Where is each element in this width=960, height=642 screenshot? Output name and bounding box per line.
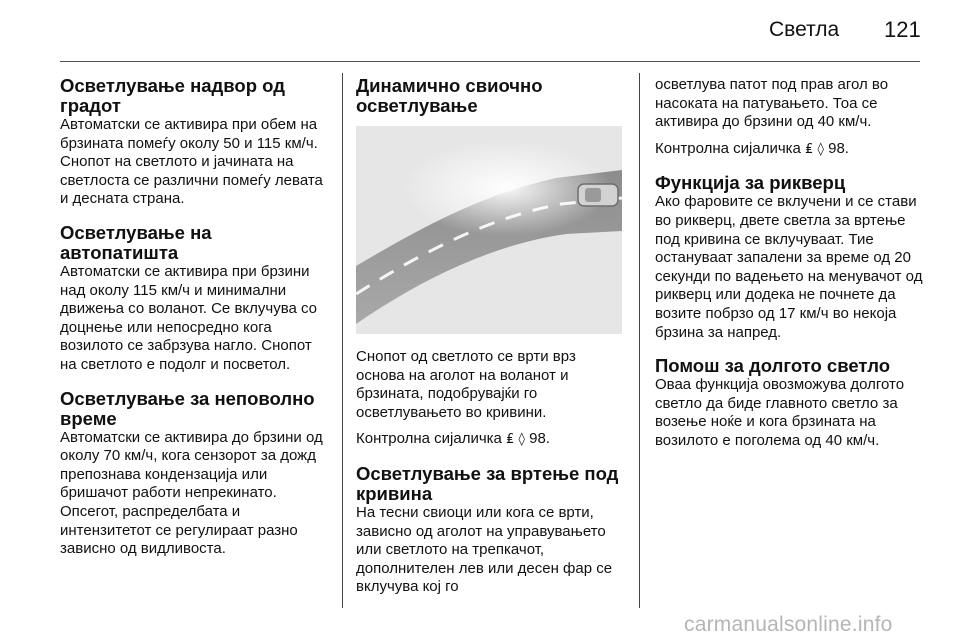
section-body: Автоматски се активира при обем на брзината помеѓу околу 50 и 115 км/ч. Снопот на светлото и јачината на светлоста се различни помеѓу левата и десната страна.: [60, 116, 323, 208]
reference-page-link[interactable]: 98.: [529, 430, 550, 448]
section-dynamic-curve-light: [356, 76, 624, 450]
section-heading: Динамично свиочно осветлување: [356, 75, 543, 116]
header-title: Светла: [769, 18, 840, 41]
section-cornering-light-cont: [655, 76, 930, 159]
section-body: Автоматски се активира при брзини над околу 115 км/ч и минимални движења со воланот. Се вклучува со доцнење или непосредно кога возилото се забрзува нагло. Снопот на светлото е подолг и посветол.: [60, 262, 318, 373]
section-body: На тесни свиоци или кога се врти, зависно од аголот на управувањето или светлото на трепкачот, дополнителен лев или десен фар се вклучува кој го: [356, 503, 613, 596]
page-number: 121: [884, 17, 921, 42]
section-adverse-weather-lighting: [60, 389, 330, 559]
section-heading: Помош за долгото светло: [655, 355, 891, 377]
section-body: Оваа функција овозможува долгото светло да биде главното светло за возење ноќе и кога брзината на возилото е поголема од 40 км/ч.: [655, 376, 905, 449]
section-reverse-function: [655, 173, 930, 342]
column-divider-2: [639, 73, 640, 608]
header-divider: [60, 61, 920, 62]
section-high-beam-assist: [655, 356, 930, 450]
car-icon: [578, 184, 618, 206]
section-body: Автоматски се активира до брзини од околу 70 км/ч, кога сензорот за дожд препознава кондензација или бришачот работи непрекинато. Опсегот, распределбата и интензитетот се регулираат разно зависно од видливоста.: [60, 428, 323, 558]
column-2: [356, 76, 624, 597]
control-indicator-icon: ₤: [805, 141, 814, 157]
section-cornering-light: [356, 464, 624, 597]
column-3: [655, 76, 930, 465]
section-heading: Осветлување на автопатишта: [60, 221, 212, 263]
section-heading: Осветлување за вртење под кривина: [356, 462, 619, 504]
reference-prefix: Контролна сијаличка: [356, 430, 502, 448]
page-reference-arrow-icon: ◊: [518, 432, 525, 448]
section-heading: Осветлување надвор од градот: [60, 75, 285, 116]
column-1: [60, 76, 330, 573]
section-country-lighting: [60, 76, 330, 209]
section-motorway-lighting: [60, 223, 330, 375]
watermark-text: carmanualsonline.info: [684, 613, 893, 636]
warning-light-reference: [356, 430, 624, 450]
figure-caption: Снопот од светлото се врти врз основа на аголот на воланот и брзината, подобрувајќи го осветлувањето во кривини.: [356, 348, 576, 421]
curve-light-illustration: [356, 126, 622, 334]
section-heading: Осветлување за неповолно време: [60, 387, 315, 429]
reference-page-link[interactable]: 98.: [828, 139, 849, 157]
control-indicator-icon: ₤: [506, 432, 515, 448]
section-body: Ако фаровите се вклучени и се стави во рикверц, двете светла за вртење под кривина се вклучуваат. Тие остануваат запалени за време од 20 секунди по вадењето на менувачот од рикверц или додека не почнете да возите побрзо од 17 км/ч во некоја брзина за напред.: [655, 193, 923, 341]
page-reference-arrow-icon: ◊: [817, 141, 824, 157]
reference-prefix: Контролна сијаличка: [655, 139, 801, 157]
section-body: осветлува патот под прав агол во насоката на патувањето. Тоа се активира до брзини од 40 км/ч.: [655, 76, 889, 131]
warning-light-reference: [655, 140, 930, 160]
road-curve-image: [356, 126, 622, 334]
column-divider-1: [342, 73, 343, 608]
section-heading: Функција за рикверц: [655, 172, 846, 194]
